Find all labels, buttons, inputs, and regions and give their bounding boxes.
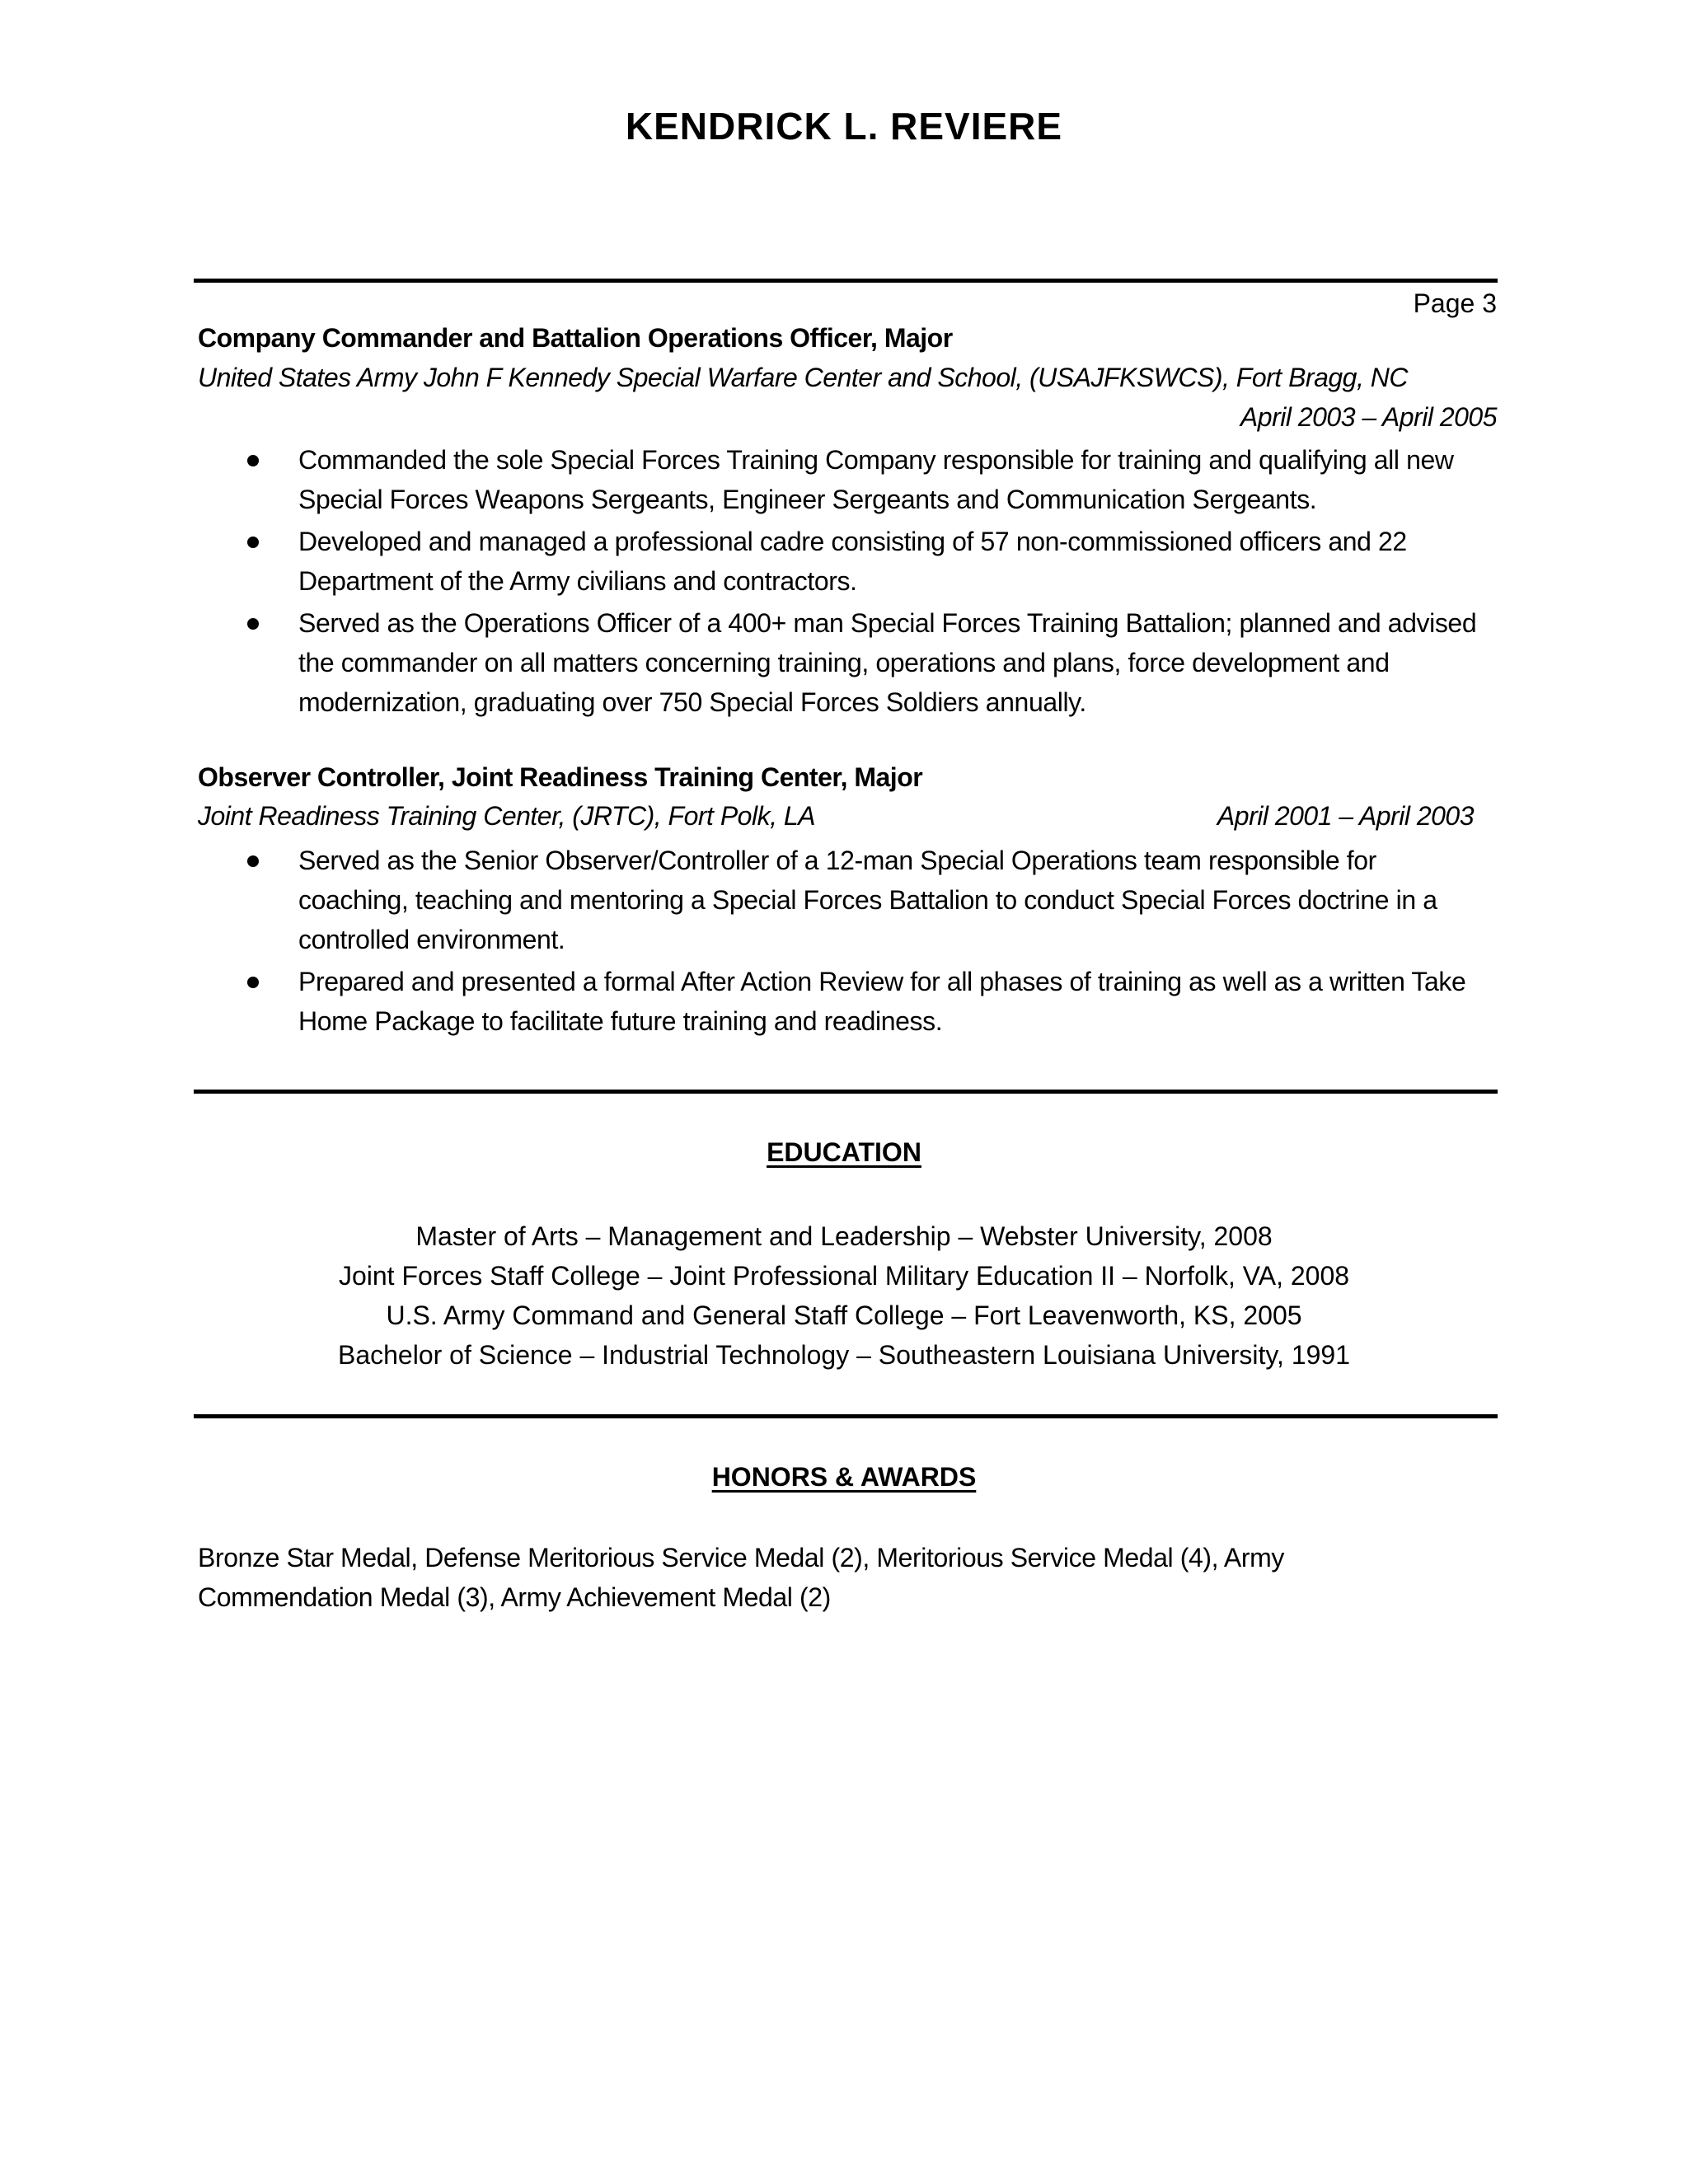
section-divider — [194, 1414, 1498, 1418]
job-bullets-2 — [198, 841, 1484, 1043]
list-item — [198, 440, 1484, 519]
job-organization-1: United States Army John F Kennedy Special Warfare Center and School, (USAJFKSWCS), Fort Bragg, NC — [198, 363, 1408, 392]
job-bullets-1 — [198, 440, 1484, 724]
education-entry: U.S. Army Command and General Staff College – Fort Leavenworth, KS, 2005 — [386, 1301, 1302, 1330]
education-list — [0, 1216, 1688, 1375]
honors-text: Bronze Star Medal, Defense Meritorious Service Medal (2), Meritorious Service Medal (4), Army Commendation Medal (3), Army Achievement Medal (2) — [198, 1543, 1284, 1612]
page-number: Page 3 — [1413, 288, 1497, 318]
bullet-icon — [247, 977, 259, 988]
list-item — [198, 841, 1484, 959]
list-item — [198, 962, 1484, 1041]
job-organization-2: Joint Readiness Training Center, (JRTC), Fort Polk, LA — [198, 801, 815, 831]
candidate-name: KENDRICK L. REVIERE — [625, 105, 1063, 148]
bullet-icon — [247, 618, 259, 630]
section-divider — [194, 279, 1498, 283]
bullet-text: Commanded the sole Special Forces Training Company responsible for training and qualifying all new Special Forces Weapons Sergeants, Engineer Sergeants and Communication Sergeants. — [298, 445, 1454, 514]
honors-heading: HONORS & AWARDS — [711, 1462, 977, 1492]
bullet-icon — [247, 537, 259, 548]
list-item — [198, 522, 1484, 601]
list-item — [198, 603, 1484, 722]
job-dates-2: April 2001 – April 2003 — [1217, 801, 1474, 831]
education-heading: EDUCATION — [767, 1137, 921, 1167]
education-entry: Joint Forces Staff College – Joint Professional Military Education II – Norfolk, VA, 2008 — [338, 1261, 1350, 1291]
bullet-text: Served as the Operations Officer of a 400+ man Special Forces Training Battalion; planned and advised the commander on all matters concerning training, operations and plans, force development and modernization, graduating over 750 Special Forces Soldiers annually. — [298, 608, 1477, 717]
bullet-text: Developed and managed a professional cadre consisting of 57 non-commissioned officers and 22 Department of the Army civilians and contractors. — [298, 527, 1407, 596]
section-divider — [194, 1090, 1498, 1094]
bullet-text: Served as the Senior Observer/Controller of a 12-man Special Operations team responsible for coaching, teaching and mentoring a Special Forces Battalion to conduct Special Forces doctrine in a controlled environment. — [298, 846, 1437, 954]
job-title-2: Observer Controller, Joint Readiness Training Center, Major — [198, 762, 923, 792]
bullet-icon — [247, 455, 259, 466]
bullet-icon — [247, 855, 259, 867]
job-title-1: Company Commander and Battalion Operations Officer, Major — [198, 323, 953, 353]
education-entry: Master of Arts – Management and Leadership – Webster University, 2008 — [415, 1221, 1273, 1251]
job-dates-1: April 2003 – April 2005 — [1240, 402, 1497, 432]
education-entry: Bachelor of Science – Industrial Technology – Southeastern Louisiana University, 1991 — [337, 1340, 1350, 1370]
bullet-text: Prepared and presented a formal After Action Review for all phases of training as well as a written Take Home Package to facilitate future training and readiness. — [298, 967, 1466, 1036]
